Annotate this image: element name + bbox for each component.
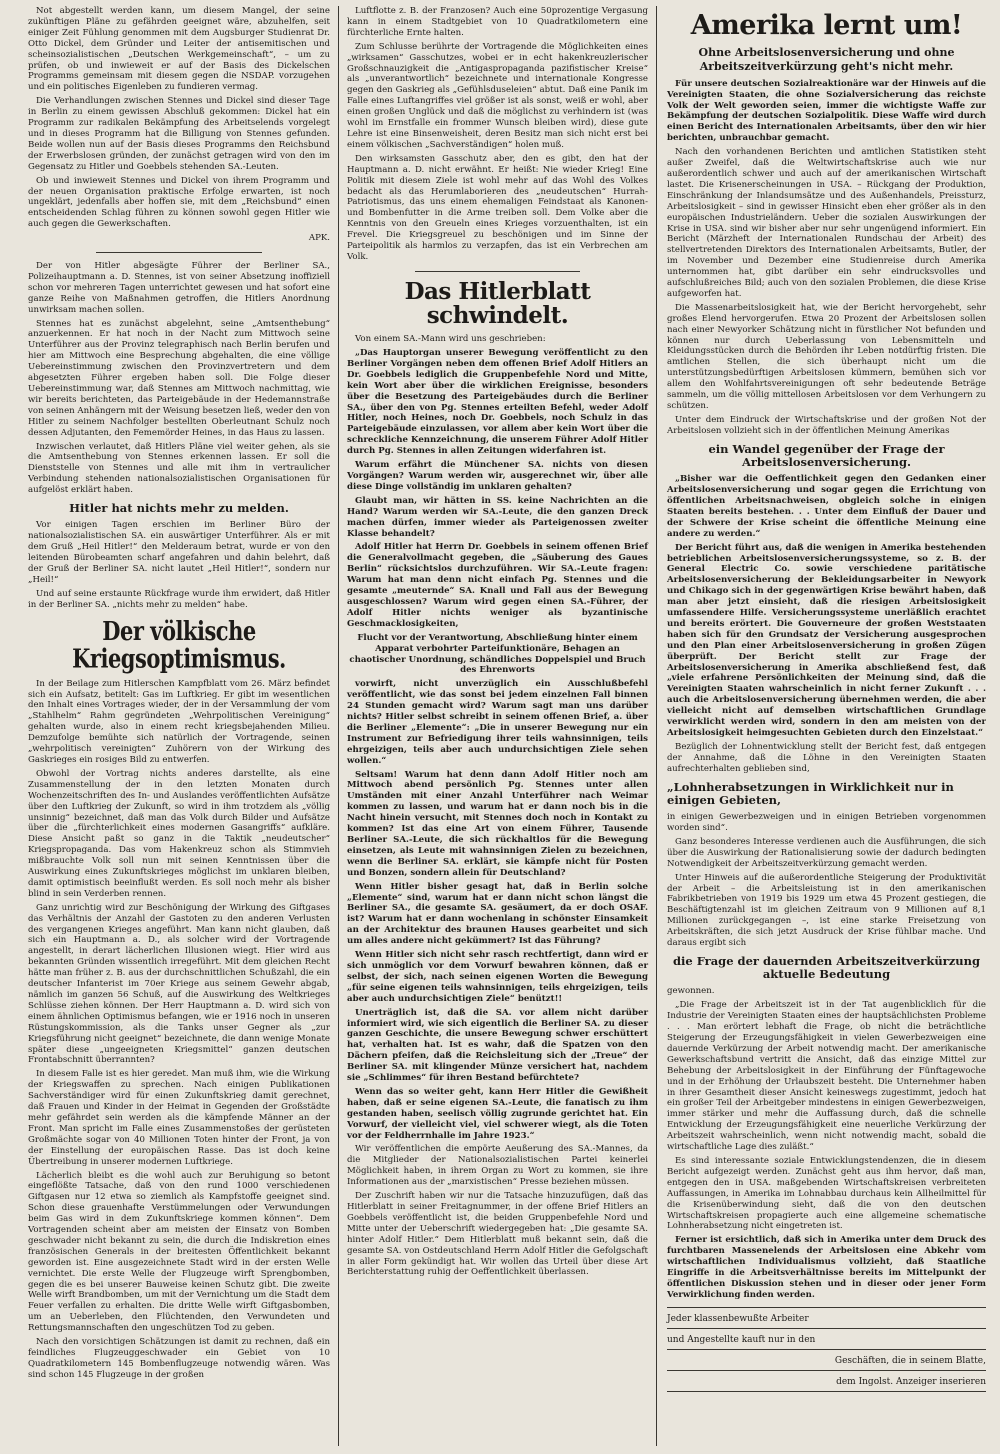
paragraph: Glaubt man, wir hätten in SS. keine Nachrichten an die Hand? Warum werden wir SA.-Leute, die den ganzen Dreck machen dürfen, immer wieder als Parteigenossen zweiter Klasse behandelt? xyxy=(347,495,648,539)
headline-hitler-hat-nichts: Hitler hat nichts mehr zu melden. xyxy=(69,501,289,516)
ad-line: und Angestellte kauft nur in den xyxy=(667,1329,986,1350)
paragraph: Nach den vorhandenen Berichten und amtlichen Statistiken steht außer Zweifel, daß die Weltwirtschaftskrise auch wie nur außerordentlich schwer und auch auf der amerikanischen Wirtschaft lastet. Die Krisenerscheinungen in USA. – Rückgang der Produktion, Einschränkung der Inlandsumsätze und des Außenhandels, Preissturz, Arbeitslosigkeit – sind in gewisser Hinsicht eben eher größer als in den europäischen Industrieländern. Ueber die sozialen Auswirkungen der Krise in USA. sind wir bisher aber nur sehr ungenügend informiert. Ein Bericht (Märzheft der Internationalen Rundschau der Arbeit) des stellvertretenden Direktors des Internationalen Arbeitsamts, Butler, der im November und Dezember eine Studienreise durch Amerika unternommen hat, gibt darüber ein sehr eindrucksvolles und aufschlußreiches Bild; auch von den sozialen Problemen, die diese Krise aufgeworfen hat. xyxy=(667,147,986,299)
headline-hitlerblatt: Das Hitlerblatt schwindelt. xyxy=(404,277,591,329)
divider xyxy=(96,252,262,253)
paragraph: Wir veröffentlichen die empörte Aeußerung des SA.-Mannes, da die Mitglieder der Nationalsozialistischen Partei keinerlei Möglichkeit haben, in ihrem Organ zu Wort zu kommen, sie ihre Informationen aus der „marxistischen“ Presse beziehen müssen. xyxy=(347,1144,648,1188)
signature: APK. xyxy=(308,233,330,244)
paragraph: Warum erfährt die Münchener SA. nichts von diesen Vorgängen? Warum werden wir, ausgerechnet wir, über alle diese Dinge vollständig im unklaren gehalten? xyxy=(347,460,648,492)
ad-line: Jeder klassenbewußte Arbeiter xyxy=(667,1308,986,1329)
paragraph: Wenn das so weiter geht, kann Herr Hitler die Gewißheit haben, daß er seine eigenen SA.-Leute, die fanatisch zu ihm gestanden haben, seelisch völlig zugrunde gerichtet hat. Ein Vorwurf, der vielleicht viel, viel schwerer wiegt, als die Toten vor der Feldherrnhalle im Jahre 1923.“ xyxy=(347,1086,648,1141)
column-right xyxy=(656,6,986,1446)
paragraph: In diesem Falle ist es hier geredet. Man muß ihm, wie die Wirkung der Kriegswaffen zu sprechen. Nach einigen Publikationen Sachverständiger wird für einen Zukunftskrieg damit gerechnet, daß Frauen und Kinder in der Heimat in Gegenden der Großstädte mehr gefährdet sein werden als die kämpfende Männer an der Front. Man spricht im Falle eines Zusammenstoßes der gerüsteten Großmächte sogar von 40 Millionen Toten hinter der Front, ja von der Einstellung der europäischen Rasse. Das ist doch keine Übertreibung in unserer modernen Luftkriege. xyxy=(28,1069,330,1167)
advertisement-box xyxy=(667,1307,986,1392)
paragraph: in einigen Gewerbezweigen und in einigen Betrieben vorgenommen worden sind“. xyxy=(667,812,986,833)
ad-line: Geschäften, die in seinem Blatte, xyxy=(667,1350,986,1371)
subheadline-lohn: „Lohnherabsetzungen in Wirklichkeit nur in einigen Gebieten, xyxy=(667,779,954,807)
paragraph: Ob und inwieweit Stennes und Dickel von ihrem Programm und der neuen Organisation praktische Erfolge erwarten, ist noch ungeklärt, jedenfalls aber hoffen sie, mit dem „Reichsbund“ einen entscheidenden Schlag führen zu können sowohl gegen Hitler wie auch gegen die Gewerkschaften. xyxy=(28,175,330,230)
paragraph: Unter dem Eindruck der Wirtschaftskrise und der großen Not der Arbeitslosen vollzieht sich in der öffentlichen Meinung Amerikas xyxy=(667,414,986,436)
divider xyxy=(415,271,581,272)
paragraph: Flucht vor der Verantwortung, Abschließung hinter einem Apparat verbohrter Parteifunktionäre, Behagen an chaotischer Unordnung, schändliches Doppelspiel und Bruch des Ehrenworts xyxy=(349,632,646,676)
paragraph: Inzwischen verlautet, daß Hitlers Pläne viel weiter gehen, als sie die Amtsenthebung von Stennes erkennen lassen. Er soll die Dienststelle von Stennes und alle mit ihm in vertraulicher Verbindung stehenden nationalsozialistischen Organisationen für aufgelöst erklärt haben. xyxy=(28,441,330,496)
headline-kriegsoptimismus: Der völkische Kriegsoptimismus. xyxy=(72,614,286,674)
paragraph: Ganz unrichtig wird zur Beschönigung der Wirkung des Giftgases das Verhältnis der Anzahl der Gastoten zu den anderen Verlusten des vergangenen Krieges angeführt. Man kann nicht glauben, daß sich ein Hauptmann a. D., als solcher wird der Vortragende angestellt, in derart lächerlichen Illusionen wiegt. Hier wird aus bekannten Gründen wissentlich irregeführt. Mit dem gleichen Recht hätte man früher z. B. aus der durchschnittlichen Schußzahl, die ein deutscher Infanterist im 70er Kriege aus seinem Gewehr abgab, nämlich im ganzen 56 Schuß, auf die Auswirkung des Weltkrieges Schlüsse ziehen können. Der Herr Hauptmann a. D. wird sich von einem ähnlichen Optimismus befangen, wie er 1916 noch in unseren Rüstungskommission, als die Tanks unser Gegner als „zur Kriegsführung nicht geeignet“ bezeichnete, die dann wenige Monate später diese „ungeeigneten Kriegsmittel“ ganzen deutschen Frontabschnitt überrannten? xyxy=(28,902,330,1066)
paragraph: Adolf Hitler hat Herrn Dr. Goebbels in seinem offenen Brief die Generalvollmacht gegeben, die „Säuberung des Gaues Berlin“ rücksichtslos durchzuführen. Wir SA.-Leute fragen: Warum hat man denn nicht einfach Pg. Stennes und die gesamte „meuternde“ SA. Knall und Fall aus der Bewegung ausgeschlossen? Warum wird gegen einen SA.-Führer, der Adolf Hitler nichts weniger als byzantinische Geschmacklosigkeiten, xyxy=(347,542,648,629)
paragraph: Seltsam! Warum hat denn dann Adolf Hitler noch am Mittwoch abend persönlich Pg. Stennes unter allen Umständen mit einer Anzahl Unterführer nach Weimar kommen zu lassen, und warum hat er dann noch bis in die Nacht hinein versucht, mit Stennes doch noch in Kontakt zu kommen? Ist das eine Art von einem Führer, Tausende Berliner SA.-Leute, die sich rückhaltlos für die Bewegung einsetzen, als Leute mit wahnsinnigen Zielen zu bezeichnen, wenn die Berliner SA. erklärt, sie kämpfe nicht für Posten und Bonzen, sondern allein für Deutschland? xyxy=(347,769,648,878)
paragraph: Der Zuschrift haben wir nur die Tatsache hinzuzufügen, daß das Hitlerblatt in seiner Freitagnummer, in der offene Brief Hitlers an Goebbels veröffentlicht ist, die beiden Gruppenbefehle Nord und Mitte unter der Ueberschrift wiedergegeben hat: „Die gesamte SA. hinter Adolf Hitler.“ Dem Hitlerblatt muß bekannt sein, daß die gesamte SA. von Ostdeutschland Herrn Adolf Hitler die Gefolgschaft in aller Form gekündigt hat. Wir wollen das Urteil über diese Art Berichterstattung ruhig der Oeffentlichkeit überlassen. xyxy=(347,1191,648,1278)
paragraph: Der von Hitler abgesägte Führer der Berliner SA., Polizeihauptmann a. D. Stennes, ist von seiner Absetzung inoffiziell schon vor mehreren Tagen unterrichtet gewesen und hat sofort eine ganze Reihe von Maßnahmen getroffen, die Hitlers Anordnung unwirksam machen sollen. xyxy=(28,261,330,315)
column-middle xyxy=(338,6,656,1446)
paragraph: Ferner ist ersichtlich, daß sich in Amerika unter dem Druck des furchtbaren Massenelends der Arbeitslosen eine Abkehr vom wirtschaftlichen Individualismus vollzieht, daß Staatliche Eingriffe in die Arbeitsverhältnisse bereits im Mittelpunkt der öffentlichen Diskussion stehen und in dieser oder jener Form Verwirklichung finden werden. xyxy=(667,1235,986,1300)
paragraph: Not abgestellt werden kann, um diesem Mangel, der seine zukünftigen Pläne zu gefährden geeignet wäre, abzuhelfen, seit einiger Zeit Fühlung genommen mit dem Augsburger Studienrat Dr. Otto Dickel, dem Gründer und Leiter der antisemitischen und scheinsozialistischen „Deutschen Werkgemeinschaft“, – um zu prüfen, ob und inwieweit er auf der Basis des Dickelschen Programms gemeinsam mit diesem gegen die NSDAP. vorzugehen und ein politisches Eigenleben zu fundieren vermag. xyxy=(28,6,330,93)
paragraph: Wenn Hitler sich nicht sehr rasch rechtfertigt, dann wird er sich unmöglich vor dem Vorwurf bewahren können, daß er selbst, der sich, nach seinen eigenen Worten die Bewegung „für seine eigenen teils wahnsinnigen, teils ehrgeizigen, teils aber auch undurchsichtigen Ziele“ benützt!! xyxy=(347,950,648,1004)
paragraph: Für unsere deutschen Sozialreaktionäre war der Hinweis auf die Vereinigten Staaten, die ohne Sozialversicherung das reichste Volk der Welt geworden seien, immer die wichtigste Waffe zur Bekämpfung der deutschen Sozialpolitik. Diese Waffe wird durch einen Bericht des Internationalen Arbeitsamts, über den wir hier berichten, unbrauchbar gemacht. xyxy=(667,78,986,144)
paragraph: Ganz besonderes Interesse verdienen auch die Ausführungen, die sich über die Auswirkung der Rationalisierung sowie der dadurch bedingten Notwendigkeit der Arbeitszeitverkürzung gemacht werden. xyxy=(667,836,986,869)
paragraph: Unerträglich ist, daß die SA. vor allem nicht darüber informiert wird, wie sich eigentlich die Berliner SA. zu dieser ganzen Geschichte, die unsere Bewegung schwer erschüttert hat, verhalten hat. Ist es wahr, daß die Spatzen von den Dächern pfeifen, daß die Reichsleitung sich der „Treue“ der Berliner SA. mit klingender Münze versichert hat, nachdem sie „Schlimmes“ für ihren Bestand befürchtete? xyxy=(347,1007,648,1084)
headline-amerika: Amerika lernt um! xyxy=(690,10,963,41)
paragraph: gewonnen. xyxy=(667,986,715,997)
paragraph: Unter Hinweis auf die außerordentliche Steigerung der Produktivität der Arbeit – die Arbeitsleistung ist in den amerikanischen Fabrikbetrieben von 1919 bis 1929 um etwa 45 Prozent gestiegen, die Beschäftigtenzahl ist im gleichen Zeitraum von 9 Millionen auf 8,1 Millionen zurückgegangen –, ist eine starke Freisetzung von Arbeitskräften, die sich jetzt Ausdruck der Krise fühlbar mache. Und daraus ergibt sich xyxy=(667,872,986,949)
paragraph: Die Verhandlungen zwischen Stennes und Dickel sind dieser Tage in Berlin zu einem gewissen Abschluß gekommen: Dickel hat ein Programm zur radikalen Bekämpfung des Arbeitselends vorgelegt und in dieses Programm hat die Billigung von Stennes gefunden. Beide wollen nun auf der Basis dieses Programms den Reichsbund der Erwerbslosen gründen, der zunächst getragen wird von den im Gegensatz zu Hitler und Goebbels stehenden SA.-Leuten. xyxy=(28,96,330,172)
paragraph: Den wirksamsten Gasschutz aber, den es gibt, den hat der Hauptmann a. D. nicht erwähnt. Er heißt: Nie wieder Krieg! Eine Politik mit diesem Ziele ist wohl mehr auf das Wohl des Volkes bedacht als das Herumlaborieren des „neudeutschen“ Hurrah-Patriotismus, das uns einem ehemaligen Feindstaat als Kanonen- und Bombenfutter in die Arme treiben soll. Dem Volke aber die Kenntnis von den Greueln eines Krieges vorzuenthalten, ist ein Frevel. Die Kriegsgreuel zu beschönigen und im Sinne der Parteipolitik als harmlos zu verzapfen, das ist ein Verbrechen am Volk. xyxy=(347,153,648,262)
paragraph: „Das Hauptorgan unserer Bewegung veröffentlicht zu den Berliner Vorgängen neben dem offenen Brief Adolf Hitlers an Dr. Goebbels lediglich die Gruppenbefehle Nord und Mitte, kein Wort aber über die wirklichen Ereignisse, besonders über die Besetzung des Parteigebäudes durch die Berliner SA., über den von Pg. Stennes erteilten Befehl, weder Adolf Hitler, noch Heines, noch Dr. Goebbels, noch Schulz in das Parteigebäude einzulassen, vor allem aber kein Wort über die schreckliche Kennzeichnung, die unserem Führer Adolf Hitler durch Pg. Stennes in allen Zeitungen widerfahren ist. xyxy=(347,348,648,457)
columns xyxy=(28,6,986,1446)
column-left xyxy=(28,6,338,1446)
paragraph: Lächerlich bleibt es die wohl auch zur Beruhigung so betont eingeflößte Tatsache, daß von den rund 1000 verschiedenen Giftgasen nur 12 etwa so ziemlich als Kampfstoffe geeignet sind. Schon diese grauenhafte Verstümmelungen oder Verwundungen beim Gas wird in dem Zukunftskriege kommen können“. Dem Vortragenden scheint aber am meisten der Einsatz von Bomben geschwader nicht bekannt zu sein, die durch die Indiskretion eines französischen Generals in der breitesten Öffentlichkeit bekannt geworden ist. Eine ausgezeichnete Stadt wird in der ersten Welle vernichtet. Die erste Welle der Flugzeuge wirft Sprengbomben, gegen die es bei unserer Bauweise keinen Schutz gibt. Die zweite Welle wirft Brandbomben, um mit der Vernichtung um die Stadt dem Feuer verfallen zu erhalten. Die dritte Welle wirft Giftgasbomben, um an Ueberleben, den Flüchtenden, den Verwundeten und Rettungsmannschaften den ungeschützen Tod zu geben. xyxy=(28,1170,330,1334)
paragraph: Der Bericht führt aus, daß die wenigen in Amerika bestehenden betrieblichen Arbeitslosenversicherungssysteme, so z. B. der General Electric Co. sowie verschiedene paritätische Arbeitslosenversicherung der Bekleidungsarbeiter in Newyork und Chikago sich in der gegenwärtigen Krise bewährt haben, daß man aber jetzt einsieht, daß die riesigen Arbeitslosigkeit umfassendere Hilfe. Versicherungssysteme unerläßlich erachtet und bereits erörtert. Die Gouverneure der großen Weststaaten haben sich für den Grundsatz der Versicherung ausgesprochen und den Plan einer Arbeitslosenversicherung in großen Zügen überprüft. Der Bericht stellt zur Frage der Arbeitslosenversicherung in Amerika abschließend fest, daß „viele erfahrene Persönlichkeiten der Meinung sind, daß die Vereinigten Staaten wahrscheinlich in nicht ferner Zukunft . . . auch die Arbeitslosenversicherung übernehmen werden, die aber vielleicht nicht auf demselben wirtschaftlichen Grundlage verwirklicht werden wird, sondern in den am meisten von der Arbeitslosigkeit heimgesuchten Gebieten durch den Einzelstaat.“ xyxy=(667,542,986,738)
paragraph: Und auf seine erstaunte Rückfrage wurde ihm erwidert, daß Hitler in der Berliner SA. „nichts mehr zu melden“ habe. xyxy=(28,588,330,610)
paragraph: Vor einigen Tagen erschien im Berliner Büro der nationalsozialistischen SA. ein auswärtiger Unterführer. Als er mit dem Gruß „Heil Hitler!“ den Melderaum betrat, wurde er von den leitenden Bürobeamten scharf angefahren und dahin belehrt, daß der Gruß der Berliner SA. nicht lautet „Heil Hitler!“, sondern nur „Heil!“ xyxy=(28,520,330,585)
ad-line: dem Ingolst. Anzeiger inserieren xyxy=(667,1371,986,1392)
paragraph: In der Beilage zum Hitlerschen Kampfblatt vom 26. März befindet sich ein Aufsatz, betitelt: Gas im Luftkrieg. Er gibt im wesentlichen den Inhalt eines Vortrages wieder, der in der Versammlung der vom „Stahlhelm“ Rahm gegründeten „Wehrpolitischen Vereinigung“ gehalten wurde, also in einem recht kriegsbejahenden Milieu. Demzufolge bemühte sich natürlich der Vortragende, seinen „wehrpolitisch vereinigten“ Zuhörern von der Wirkung des Gaskrieges ein rosiges Bild zu entwerfen. xyxy=(28,678,330,765)
paragraph: „Bisher war die Oeffentlichkeit gegen den Gedanken einer Arbeitslosenversicherung und sogar gegen die Errichtung von öffentlichen Arbeitsnachweisen, obgleich solche in einigen Staaten bereits bestehen. . . Unter dem Einfluß der Dauer und der Schwere der Krise scheint die öffentliche Meinung eine andere zu werden.“ xyxy=(667,474,986,539)
subheadline: Ohne Arbeitslosenversicherung und ohne Arbeitszeitverkürzung geht's nicht mehr. xyxy=(698,46,955,73)
paragraph: Die Massenarbeitslosigkeit hat, wie der Bericht hervorgehebt, sehr großes Elend hervorgerufen. Etwa 20 Prozent der Arbeitslosen sollen nach einer Newyorker Schätzung nicht in fürstlicher Not befunden und können nur durch Ueberlassung von Lebensmitteln und Kleidungsstücken durch die Behörden ihr Leben notdürftig fristen. Die amtlichen Stellen, die sich überhaupt nicht um die unterstützungsbedürftigen Arbeitslosen kümmern, bemühen sich vor allem den Wohlfahrtsvereinigungen oft sehr bedeutende Beträge sammeln, um die völlig mittellosen Arbeitslosen vor dem Verhungern zu schützen. xyxy=(667,302,986,411)
paragraph: Luftflotte z. B. der Franzosen? Auch eine 50prozentige Vergasung kann in einem Stadtgebiet von 10 Quadratkilometern eine fürchterliche Ernte halten. xyxy=(347,6,648,38)
paragraph: Nach den vorsichtigen Schätzungen ist damit zu rechnen, daß ein feindliches Flugzeuggeschwader ein Gebiet von 10 Quadratkilometern 145 Bombenflugzeuge notwendig wären. Was sind schon 145 Flugzeuge in der großen xyxy=(28,1337,330,1380)
paragraph: Es sind interessante soziale Entwicklungstendenzen, die in diesem Bericht aufgezeigt werden. Zunächst geht aus ihm hervor, daß man, entgegen den in USA. maßgebenden Wirtschaftskreisen verbreiteten Auffassungen, in Amerika im Lohnabbau durchaus kein Allheilmittel für die Krisenüberwindung sieht, daß die von den deutschen Wirtschaftskreisen propagierte auch eine allgemeine schematische Lohnherabsetzung nicht eingetreten ist. xyxy=(667,1155,986,1232)
paragraph: Wenn Hitler bisher gesagt hat, daß in Berlin solche „Elemente“ sind, warum hat er dann nicht schon längst die Berliner SA., die gesamte SA. gesäumert, da er doch OSAF. ist? Warum hat er dann wochenlang in schönster Einsamkeit an der Architektur des braunen Hauses gearbeitet und sich um alles andere nicht gekümmert? Ist das Führung? xyxy=(347,881,648,947)
paragraph: Zum Schlusse berührte der Vortragende die Möglichkeiten eines „wirksamen“ Gasschutzes, wobei er in echt hakenkreuzlerischer Großschnauzigkeit die „Antigaspropaganda pazifistischer Kreise“ als „unverantwortlich“ bezeichnete und internationale Kongresse gegen den Gaskrieg als „Gefühlsduseleien“ abtut. Daß eine Panik im Falle eines Luftangriffes viel größer ist als sonst, weiß er wohl, aber einen großen Unglück und daß die möglichst zu verhindern ist (was wohl im Ernstfalle ein frommer Wunsch bleiben wird), diese gute Lehre ist eine Binsenweisheit, deren Besitz man sich nicht erst bei einem völkischen „Sachverständigen“ holen muß. xyxy=(347,41,648,150)
subheadline-frage: die Frage der dauernden Arbeitszeitverkürzung aktuelle Bedeutung xyxy=(672,953,981,982)
paragraph: Stennes hat es zunächst abgelehnt, seine „Amtsenthebung“ anzuerkennen. Er hat noch in der Nacht zum Mittwoch seine Unterführer aus der Provinz telegraphisch nach Berlin berufen und hier am Mittwoch eine Besprechung abgehalten, die eine völlige Uebereinstimmung zwischen den Provinzvertretern und dem abgesetzten Führer ergeben haben soll. Die Folge dieser Uebereinstimmung war, daß Stennes am Mittwoch nachmittag, wie wir bereits berichteten, das Parteigebäude in der Hedemannstraße von seinen Anhängern mit der Weisung besetzen ließ, weder den von Hitler zu seinem Nachfolger bestellten Oberleutnant Schulz noch dessen Adjutanten, den Fememörder Heines, in das Haus zu lassen. xyxy=(28,318,330,438)
subheadline-wandel: ein Wandel gegenüber der Frage der Arbeitslosenversicherung. xyxy=(708,441,945,469)
paragraph: „Die Frage der Arbeitszeit ist in der Tat augenblicklich für die Industrie der Vereinigten Staaten eines der hauptsächlichsten Probleme . . . Man erörtert lebhaft die Frage, ob nicht die beträchtliche Steigerung der Erzeugungsfähigkeit in vielen Gewerbezweigen eine dauernde Verkürzung der Arbeit notwendig macht. Der amerikanische Gewerkschaftsbund vertritt die Ansicht, daß das einzige Mittel zur Behebung der Arbeitslosigkeit in der Einführung der Fünftagewoche und in der Erhöhung der Urlaubszeit besteht. Die Unternehmer haben in ihrer Gesamtheit dieser Ansicht keineswegs zugestimmt, jedoch hat ein großer Teil der Arbeitgeber mindestens in einigen Gewerbezweigen, immer stärker und mehr die Auffassung durch, daß die schnelle Entwicklung der Erzeugungsfähigkeit eine neuerliche Verkürzung der Arbeitszeit wahrscheinlich, wenn nicht notwendig macht, sobald die wirtschaftliche Lage dies zuläßt.“ xyxy=(667,1000,986,1153)
paragraph: Von einem SA.-Mann wird uns geschrieben: xyxy=(355,334,546,345)
paragraph: vorwirft, nicht unverzüglich ein Ausschlußbefehl veröffentlicht, wie das sonst bei jedem einzelnen Fall binnen 24 Stunden gemacht wird? Warum sagt man uns darüber nichts? Hitler selbst schreibt in seinem offenen Brief, a. über die Berliner „Elemente“: „Die in unserer Bewegung nur ein Instrument zur Befriedigung ihrer teils wahnsinnigen, teils ehrgeizigen, teils aber auch undurchsichtigen Ziele sehen wollen.“ xyxy=(347,679,648,766)
paragraph: Obwohl der Vortrag nichts anderes darstellte, als eine Zusammenstellung der in den letzten Monaten durch Wochenzeitschriften des In- und Auslandes veröffentlichten Aufsätze über den Luftkrieg der Zukunft, so wird in ihm trotzdem als „völlig unsinnig“ bezeichnet, daß man das Volk durch Bilder und Aufsätze über die „fürchterlichkeit eines modernen Gasangriffs“ aufkläre. Diese Ansicht paßt so ganz in die Taktik „neudeutscher“ Kriegspropaganda. Das vom Hakenkreuz schon als Stimmvieh mißbrauchte Volk soll nun mit seinen Kenntnissen über die Auswirkung eines Zukunftskrieges möglichst im unklaren bleiben, damit optimistisch beeinflußt werden. Es soll noch mehr als bisher blind in sein Verderben rennen. xyxy=(28,768,330,899)
paragraph: Bezüglich der Lohnentwicklung stellt der Bericht fest, daß entgegen der Annahme, daß die Löhne in den Vereinigten Staaten aufrechterhalten geblieben sind, xyxy=(667,741,986,774)
